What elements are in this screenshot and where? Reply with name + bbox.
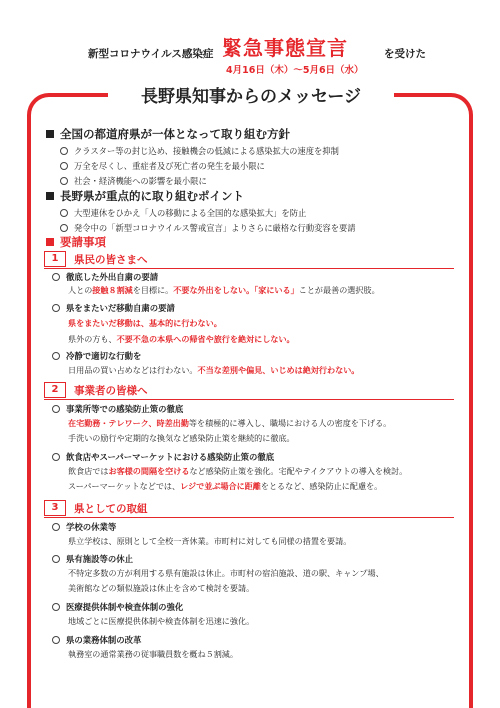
group1-number: 1: [44, 251, 66, 267]
item-text: 不特定多数の方が利用する県有施設は休止。市町村の宿泊施設、道の駅、キャンプ場、: [68, 568, 384, 578]
group2-title: 事業者の皆様へ: [74, 385, 148, 397]
item-text: スーパーマーケットなどでは、レジで並ぶ場合に距離をとるなど、感染防止に配慮を。: [68, 481, 383, 491]
divider: [44, 399, 454, 400]
group3-title: 県としての取組: [74, 503, 148, 515]
list-item: 社会・経済機能への影響を最小限に: [60, 175, 207, 187]
item-text: 地域ごとに医療提供体制や検査体制を迅速に強化。: [68, 616, 255, 626]
requests-heading: 要請事項: [46, 234, 106, 250]
circle-bullet-icon: [60, 147, 68, 155]
header: [0, 22, 500, 82]
circle-bullet-icon: [52, 555, 60, 563]
item-heading: 飲食店やスーパーマーケットにおける感染防止策の徹底: [52, 451, 274, 463]
item-text: 県立学校は、原則として全校一斉休業。市町村に対しても同様の措置を要請。: [68, 536, 352, 546]
item-heading: 県有施設等の休止: [52, 553, 133, 565]
item-text: 在宅勤務・テレワーク、時差出勤等を積極的に導入し、職場における人の密度を下げる。: [68, 418, 392, 428]
header-pre: 新型コロナウイルス感染症: [88, 48, 214, 60]
item-heading: 医療提供体制や検査体制の強化: [52, 601, 183, 613]
circle-bullet-icon: [60, 209, 68, 217]
divider: [44, 517, 454, 518]
item-heading: 冷静で適切な行動を: [52, 350, 141, 362]
list-item: 大型連休をひかえ「人の移動による全国的な感染拡大」を防止: [60, 207, 306, 219]
section2-heading: 長野県が重点的に取り組むポイント: [46, 188, 244, 204]
circle-bullet-icon: [52, 405, 60, 413]
group2-header: [44, 382, 454, 398]
list-item: 万全を尽くし、重症者及び死亡者の発生を最小限に: [60, 160, 265, 172]
item-text: 執務室の通常業務の従事職員数を概ね５割減。: [68, 649, 238, 659]
header-post: を受けた: [384, 48, 426, 60]
page-title: 長野県知事からのメッセージ: [141, 87, 361, 107]
circle-bullet-icon: [60, 177, 68, 185]
item-text: 日用品の買い占めなどは行わない。不当な差別や偏見、いじめは絶対行わない。: [68, 365, 360, 375]
group3-number: 3: [44, 500, 66, 516]
divider: [44, 268, 454, 269]
group1-header: [44, 251, 454, 267]
item-heading: 学校の休業等: [52, 521, 116, 533]
item-text: 県外の方も、不要不急の本県への帰省や旅行を絶対にしない。: [68, 334, 295, 344]
group2-number: 2: [44, 382, 66, 398]
circle-bullet-icon: [60, 162, 68, 170]
item-heading: 徹底した外出自粛の要請: [52, 271, 158, 283]
item-text: 人との接触８割減を目標に。不要な外出をしない。「家にいる」ことが最善の選択肢。: [68, 285, 380, 295]
circle-bullet-icon: [60, 224, 68, 232]
list-item: クラスター等の封じ込め、接触機会の低減による感染拡大の速度を抑制: [60, 145, 339, 157]
list-item: 発令中の「新型コロナウイルス警戒宣言」よりさらに厳格な行動変容を要請: [60, 222, 356, 234]
item-heading: 県をまたいだ移動自粛の要請: [52, 302, 175, 314]
section1-heading: 全国の都道府県が一体となって取り組む方針: [46, 126, 290, 142]
title-wrap: [108, 84, 394, 110]
item-text: 美術館などの類似施設は休止を含めて検討を要請。: [68, 583, 255, 593]
item-text: 飲食店ではお客様の間隔を空けるなど感染防止策を強化。宅配やテイクアウトの導入を検討。: [68, 466, 408, 476]
group1-title: 県民の皆さまへ: [74, 254, 148, 266]
circle-bullet-icon: [52, 453, 60, 461]
header-dates: 4月16日（木）～5月6日（水）: [226, 65, 364, 76]
group3-header: [44, 500, 454, 516]
circle-bullet-icon: [52, 304, 60, 312]
square-bullet-icon: [46, 192, 54, 200]
square-bullet-icon: [46, 130, 54, 138]
item-text: 県をまたいだ移動は、基本的に行わない。: [68, 318, 222, 328]
header-emphasis: 緊急事態宣言: [222, 36, 348, 60]
square-bullet-icon: [46, 238, 54, 246]
circle-bullet-icon: [52, 352, 60, 360]
circle-bullet-icon: [52, 636, 60, 644]
circle-bullet-icon: [52, 603, 60, 611]
item-heading: 事業所等での感染防止策の徹底: [52, 403, 183, 415]
circle-bullet-icon: [52, 273, 60, 281]
circle-bullet-icon: [52, 523, 60, 531]
item-text: 手洗いの励行や定期的な換気など感染防止策を継続的に徹底。: [68, 433, 295, 443]
item-heading: 県の業務体制の改革: [52, 634, 141, 646]
